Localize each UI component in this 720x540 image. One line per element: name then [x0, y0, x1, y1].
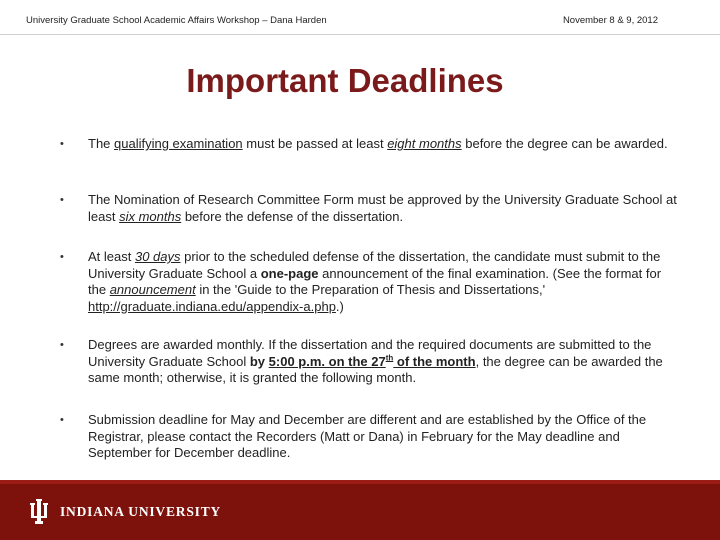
bullet-icon: •: [60, 414, 64, 426]
appendix-link[interactable]: http://graduate.indiana.edu/appendix-a.php: [88, 298, 336, 314]
emphasized-text: announcement: [109, 282, 196, 297]
emphasized-text: 30 days: [134, 249, 181, 264]
list-item: [58, 192, 678, 225]
text: prior to the scheduled defense of the dissertation, the candidate must submit to the University Graduate School a: [88, 249, 661, 281]
header-date: November 8 & 9, 2012: [562, 15, 658, 26]
emphasized-text: eight months: [387, 136, 462, 151]
text: .): [335, 298, 344, 314]
text: must be passed at least: [242, 136, 388, 151]
list-item: [58, 337, 678, 387]
list-item: [58, 412, 678, 462]
text: in the 'Guide to the Preparation of Thesis and Dissertations,': [195, 282, 546, 297]
text: , the degree can be awarded the same month; otherwise, it is granted the following month.: [88, 353, 663, 385]
text: At least: [88, 249, 135, 264]
underlined-text: qualifying examination: [114, 136, 243, 151]
list-item: [58, 136, 668, 153]
text: The: [88, 136, 115, 151]
bullet-icon: •: [60, 194, 64, 206]
iu-wordmark: INDIANA UNIVERSITY: [60, 504, 222, 519]
slide-title: Important Deadlines: [186, 62, 504, 99]
text: The Nomination of Research Committee Form must be approved by the University Graduate School at least: [88, 192, 677, 224]
text: before the defense of the dissertation.: [181, 208, 404, 224]
list-item: [58, 249, 678, 315]
deadline-text: 5:00 p.m. on the 27: [268, 353, 386, 369]
ordinal-suffix: th: [385, 353, 394, 363]
bullet-icon: •: [60, 138, 64, 150]
bullet-icon: •: [60, 339, 64, 351]
iu-trident-icon: [28, 497, 50, 525]
header-workshop-title: University Graduate School Academic Affairs Workshop – Dana Harden: [26, 15, 327, 26]
bold-text: by: [249, 353, 269, 369]
emphasized-text: six months: [119, 208, 182, 224]
text: Submission deadline for May and December are different and are established by the Office of the Registrar, please contact the Recorders (Matt or Dana) in February for the May deadline and September for December deadline.: [88, 412, 647, 460]
text: Degrees are awarded monthly. If the dissertation and the required documents are submitted to the University Graduate School: [88, 337, 652, 369]
bullet-icon: •: [60, 251, 64, 263]
deadline-text: of the month: [393, 353, 476, 369]
bold-text: one-page: [260, 265, 319, 281]
text: announcement of the final examination. (See the format for the: [88, 265, 662, 297]
header-divider: [0, 34, 720, 35]
text: before the degree can be awarded.: [461, 136, 668, 151]
